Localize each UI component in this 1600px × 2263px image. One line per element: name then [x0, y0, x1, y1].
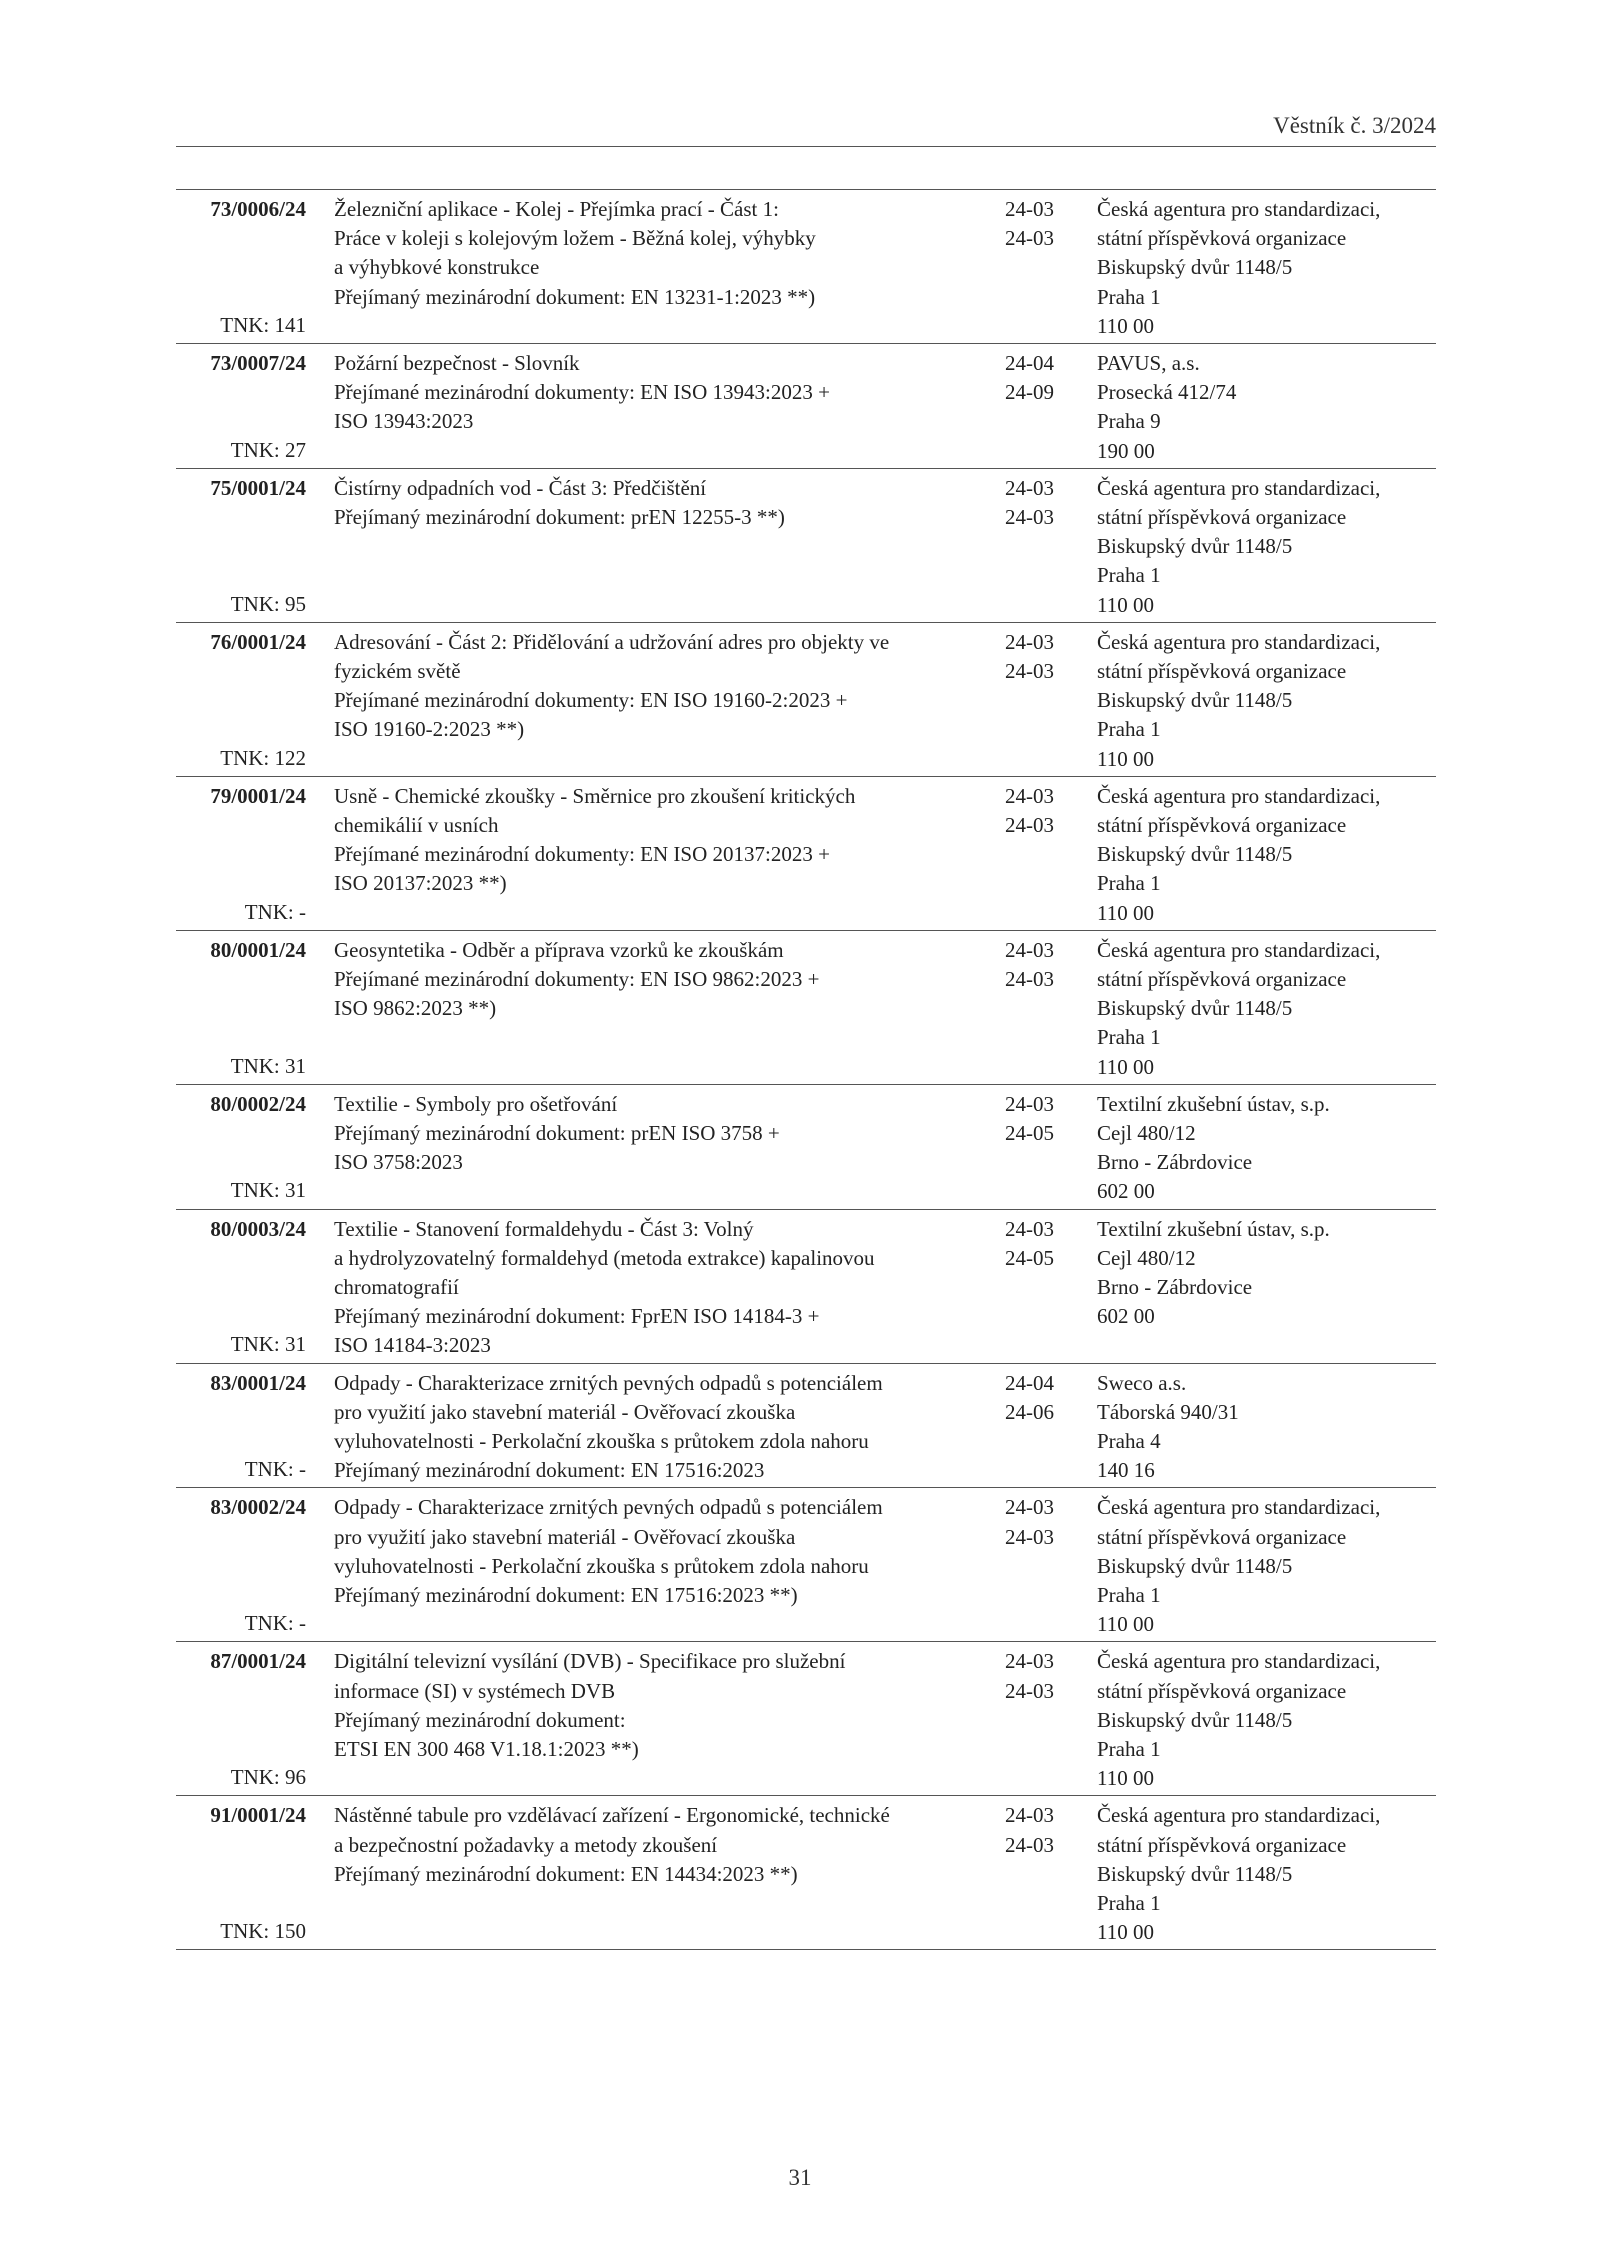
standard-code: 75/0001/24 — [210, 475, 306, 500]
title-line: Přejímané mezinárodní dokumenty: EN ISO 13943:2023 + — [334, 380, 830, 405]
date-value: 24-03 — [1005, 1216, 1054, 1241]
address-line: Česká agentura pro standardizaci, — [1097, 475, 1381, 500]
address-line: státní příspěvková organizace — [1097, 1832, 1347, 1857]
dates — [1005, 628, 1075, 686]
organization-address — [1097, 628, 1437, 774]
tnk-number: TNK: 31 — [230, 1332, 306, 1357]
address-line: Biskupský dvůr 1148/5 — [1097, 1861, 1293, 1886]
dates — [1005, 195, 1075, 253]
organization-address — [1097, 1493, 1437, 1639]
row-identifier — [176, 1647, 306, 1792]
row-identifier — [176, 782, 306, 927]
address-line: Prosecká 412/74 — [1097, 380, 1237, 405]
title-line: pro využití jako stavební materiál - Ověřovací zkouška — [334, 1524, 796, 1549]
date-value: 24-03 — [1005, 1832, 1054, 1857]
title-line: Přejímaný mezinárodní dokument: EN 17516:2023 **) — [334, 1583, 798, 1607]
date-value: 24-03 — [1005, 1649, 1054, 1674]
date-value: 24-09 — [1005, 380, 1054, 405]
title-line: Odpady - Charakterizace zrnitých pevných odpadů s potenciálem — [334, 1495, 883, 1520]
address-line: státní příspěvková organizace — [1097, 1524, 1347, 1549]
standard-title — [334, 936, 994, 1024]
title-line: ISO 14184-3:2023 — [334, 1333, 491, 1358]
table-row — [176, 1488, 1436, 1642]
tnk-number: TNK: 95 — [230, 591, 306, 616]
title-line: vyluhovatelnosti - Perkolační zkouška s průtokem zdola nahoru — [334, 1553, 869, 1578]
title-line: Práce v koleji s kolejovým ložem - Běžná kolej, výhybky — [334, 226, 816, 251]
table-row — [176, 1085, 1436, 1210]
page-header — [176, 112, 1436, 147]
title-line: Přejímaný mezinárodní dokument: EN 13231-1:2023 **) — [334, 284, 816, 309]
date-value: 24-03 — [1005, 505, 1054, 529]
address-line: Praha 1 — [1097, 1025, 1161, 1050]
date-value: 24-03 — [1005, 1678, 1054, 1703]
title-line: Železniční aplikace - Kolej - Přejímka prací - Část 1: — [334, 197, 779, 221]
address-line: Praha 1 — [1097, 1737, 1161, 1761]
address-line: 190 00 — [1097, 438, 1155, 463]
table-row — [176, 469, 1436, 623]
standard-title — [334, 628, 994, 745]
address-line: Biskupský dvůr 1148/5 — [1097, 1707, 1293, 1732]
standard-code: 73/0006/24 — [210, 197, 306, 221]
address-line: státní příspěvková organizace — [1097, 813, 1347, 837]
title-line: chemikálií v usních — [334, 813, 499, 837]
address-line: Česká agentura pro standardizaci, — [1097, 1649, 1381, 1674]
standard-code: 87/0001/24 — [210, 1649, 306, 1674]
address-line: Česká agentura pro standardizaci, — [1097, 783, 1381, 808]
row-identifier — [176, 936, 306, 1081]
row-identifier — [176, 1215, 306, 1360]
dates — [1005, 782, 1075, 840]
date-value: 24-03 — [1005, 813, 1054, 837]
standard-title — [334, 1369, 994, 1486]
tnk-number: TNK: 150 — [220, 1919, 306, 1944]
title-line: Přejímaný mezinárodní dokument: prEN 12255-3 **) — [334, 505, 785, 529]
title-line: Přejímané mezinárodní dokumenty: EN ISO 20137:2023 + — [334, 842, 830, 867]
organization-address — [1097, 1090, 1437, 1207]
row-identifier — [176, 474, 306, 619]
address-line: 110 00 — [1097, 1612, 1154, 1637]
tnk-number: TNK: 122 — [220, 745, 306, 770]
address-line: Cejl 480/12 — [1097, 1121, 1196, 1145]
title-line: Přejímaný mezinárodní dokument: FprEN ISO 14184-3 + — [334, 1304, 820, 1329]
tnk-number: TNK: 96 — [230, 1765, 306, 1790]
standard-code: 73/0007/24 — [210, 351, 306, 375]
row-identifier — [176, 349, 306, 465]
title-line: ISO 19160-2:2023 **) — [334, 717, 525, 742]
organization-address — [1097, 782, 1437, 928]
tnk-number: TNK: 27 — [230, 437, 306, 462]
standard-code: 83/0002/24 — [210, 1495, 306, 1520]
standard-title — [334, 1090, 994, 1178]
address-line: Biskupský dvůr 1148/5 — [1097, 688, 1293, 713]
address-line: 140 16 — [1097, 1458, 1155, 1483]
date-value: 24-03 — [1005, 629, 1054, 654]
date-value: 24-03 — [1005, 783, 1054, 808]
address-line: PAVUS, a.s. — [1097, 351, 1200, 375]
address-line: Česká agentura pro standardizaci, — [1097, 629, 1381, 654]
organization-address — [1097, 474, 1437, 620]
address-line: 602 00 — [1097, 1179, 1155, 1204]
standards-table — [176, 189, 1436, 1950]
dates — [1005, 474, 1075, 532]
title-line: Přejímaný mezinárodní dokument: EN 14434:2023 **) — [334, 1861, 798, 1886]
address-line: Biskupský dvůr 1148/5 — [1097, 1553, 1293, 1578]
date-value: 24-03 — [1005, 226, 1054, 251]
title-line: Textilie - Stanovení formaldehydu - Část 3: Volný — [334, 1216, 754, 1241]
tnk-number: TNK: 141 — [220, 312, 306, 337]
address-line: Brno - Zábrdovice — [1097, 1275, 1253, 1299]
title-line: Požární bezpečnost - Slovník — [334, 351, 580, 375]
title-line: Přejímaný mezinárodní dokument: — [334, 1707, 626, 1732]
row-identifier — [176, 1369, 306, 1485]
address-line: Biskupský dvůr 1148/5 — [1097, 842, 1293, 867]
title-line: ISO 20137:2023 **) — [334, 871, 507, 896]
title-line: a bezpečnostní požadavky a metody zkoušení — [334, 1832, 718, 1857]
organization-address — [1097, 1369, 1437, 1486]
title-line: ISO 3758:2023 — [334, 1150, 463, 1175]
tnk-number: TNK: - — [244, 899, 306, 924]
dates — [1005, 1647, 1075, 1705]
address-line: Textilní zkušební ústav, s.p. — [1097, 1091, 1330, 1116]
dates — [1005, 1801, 1075, 1859]
title-line: Přejímané mezinárodní dokumenty: EN ISO 19160-2:2023 + — [334, 688, 848, 713]
standard-code: 80/0002/24 — [210, 1091, 306, 1116]
standard-title — [334, 1215, 994, 1361]
address-line: 110 00 — [1097, 1920, 1154, 1945]
tnk-number: TNK: - — [244, 1457, 306, 1482]
date-value: 24-03 — [1005, 1091, 1054, 1116]
standard-title — [334, 1801, 994, 1889]
table-row — [176, 1796, 1436, 1950]
address-line: Česká agentura pro standardizaci, — [1097, 937, 1381, 962]
title-line: vyluhovatelnosti - Perkolační zkouška s průtokem zdola nahoru — [334, 1429, 869, 1453]
address-line: 110 00 — [1097, 746, 1154, 771]
page-number: 31 — [788, 2165, 812, 2190]
title-line: Geosyntetika - Odběr a příprava vzorků ke zkouškám — [334, 937, 784, 962]
table-row — [176, 1364, 1436, 1489]
table-row — [176, 623, 1436, 777]
title-line: Adresování - Část 2: Přidělování a udržování adres pro objekty ve — [334, 629, 890, 654]
date-value: 24-03 — [1005, 659, 1054, 683]
address-line: Textilní zkušební ústav, s.p. — [1097, 1216, 1330, 1241]
address-line: Biskupský dvůr 1148/5 — [1097, 255, 1293, 280]
address-line: 110 00 — [1097, 313, 1154, 338]
table-row — [176, 777, 1436, 931]
standard-code: 80/0003/24 — [210, 1216, 306, 1241]
title-line: chromatografií — [334, 1275, 459, 1299]
title-line: fyzickém světě — [334, 659, 461, 683]
date-value: 24-04 — [1005, 1370, 1054, 1395]
address-line: Praha 1 — [1097, 1583, 1161, 1607]
row-identifier — [176, 628, 306, 773]
date-value: 24-03 — [1005, 1495, 1054, 1520]
date-value: 24-06 — [1005, 1399, 1054, 1424]
title-line: pro využití jako stavební materiál - Ověřovací zkouška — [334, 1399, 796, 1424]
row-identifier — [176, 1801, 306, 1946]
dates — [1005, 1369, 1075, 1427]
dates — [1005, 1090, 1075, 1148]
address-line: státní příspěvková organizace — [1097, 659, 1347, 683]
tnk-number: TNK: 31 — [230, 1178, 306, 1203]
table-row — [176, 1642, 1436, 1796]
address-line: Biskupský dvůr 1148/5 — [1097, 534, 1293, 559]
organization-address — [1097, 1215, 1437, 1332]
row-identifier — [176, 1090, 306, 1206]
address-line: 110 00 — [1097, 1766, 1154, 1791]
standard-code: 80/0001/24 — [210, 937, 306, 962]
date-value: 24-03 — [1005, 1524, 1054, 1549]
dates — [1005, 1215, 1075, 1273]
address-line: Česká agentura pro standardizaci, — [1097, 1803, 1381, 1828]
standard-title — [334, 782, 994, 899]
dates — [1005, 349, 1075, 407]
title-line: Odpady - Charakterizace zrnitých pevných odpadů s potenciálem — [334, 1370, 883, 1395]
date-value: 24-03 — [1005, 967, 1054, 991]
standard-code: 76/0001/24 — [210, 629, 306, 654]
standard-title — [334, 474, 994, 532]
title-line: ETSI EN 300 468 V1.18.1:2023 **) — [334, 1737, 639, 1761]
tnk-number: TNK: 31 — [230, 1053, 306, 1078]
standard-code: 83/0001/24 — [210, 1370, 306, 1395]
address-line: 110 00 — [1097, 900, 1154, 925]
standard-title — [334, 349, 994, 437]
address-line: Sweco a.s. — [1097, 1370, 1187, 1395]
date-value: 24-03 — [1005, 937, 1054, 962]
address-line: Česká agentura pro standardizaci, — [1097, 197, 1381, 221]
date-value: 24-03 — [1005, 197, 1054, 221]
address-line: Praha 1 — [1097, 1891, 1161, 1915]
organization-address — [1097, 1801, 1437, 1947]
address-line: Praha 1 — [1097, 563, 1161, 588]
title-line: Čistírny odpadních vod - Část 3: Předčištění — [334, 475, 707, 500]
address-line: Biskupský dvůr 1148/5 — [1097, 996, 1293, 1021]
date-value: 24-03 — [1005, 1803, 1054, 1828]
address-line: Praha 1 — [1097, 717, 1161, 742]
organization-address — [1097, 936, 1437, 1082]
address-line: Praha 1 — [1097, 284, 1161, 309]
standard-code: 79/0001/24 — [210, 783, 306, 808]
standard-title — [334, 1493, 994, 1610]
address-line: 110 00 — [1097, 592, 1154, 617]
title-line: Přejímaný mezinárodní dokument: EN 17516:2023 — [334, 1458, 765, 1483]
standard-code: 91/0001/24 — [210, 1803, 306, 1828]
title-line: Přejímaný mezinárodní dokument: prEN ISO 3758 + — [334, 1121, 780, 1145]
title-line: Přejímané mezinárodní dokumenty: EN ISO 9862:2023 + — [334, 967, 820, 991]
journal-title: Věstník č. 3/2024 — [1273, 113, 1436, 138]
address-line: státní příspěvková organizace — [1097, 226, 1347, 251]
date-value: 24-04 — [1005, 351, 1054, 375]
date-value: 24-03 — [1005, 475, 1054, 500]
address-line: státní příspěvková organizace — [1097, 1678, 1347, 1703]
address-line: Brno - Zábrdovice — [1097, 1150, 1253, 1175]
standard-title — [334, 1647, 994, 1764]
dates — [1005, 1493, 1075, 1551]
address-line: Cejl 480/12 — [1097, 1245, 1196, 1270]
row-identifier — [176, 195, 306, 340]
title-line: a výhybkové konstrukce — [334, 255, 540, 280]
title-line: Digitální televizní vysílání (DVB) - Specifikace pro služební — [334, 1649, 846, 1674]
title-line: a hydrolyzovatelný formaldehyd (metoda extrakce) kapalinovou — [334, 1245, 875, 1270]
title-line: Usně - Chemické zkoušky - Směrnice pro zkoušení kritických — [334, 783, 856, 808]
title-line: Textilie - Symboly pro ošetřování — [334, 1091, 618, 1116]
address-line: Praha 9 — [1097, 409, 1161, 434]
table-row — [176, 344, 1436, 469]
date-value: 24-05 — [1005, 1245, 1054, 1270]
organization-address — [1097, 195, 1437, 341]
address-line: státní příspěvková organizace — [1097, 505, 1347, 529]
address-line: Praha 4 — [1097, 1429, 1161, 1453]
date-value: 24-05 — [1005, 1121, 1054, 1145]
organization-address — [1097, 349, 1437, 466]
tnk-number: TNK: - — [244, 1611, 306, 1636]
table-row — [176, 1210, 1436, 1364]
address-line: státní příspěvková organizace — [1097, 967, 1347, 991]
address-line: Česká agentura pro standardizaci, — [1097, 1495, 1381, 1520]
title-line: ISO 13943:2023 — [334, 409, 474, 434]
standard-title — [334, 195, 994, 312]
title-line: Nástěnné tabule pro vzdělávací zařízení - Ergonomické, technické — [334, 1803, 890, 1828]
row-identifier — [176, 1493, 306, 1638]
title-line: ISO 9862:2023 **) — [334, 996, 497, 1021]
organization-address — [1097, 1647, 1437, 1793]
address-line: Praha 1 — [1097, 871, 1161, 896]
address-line: 602 00 — [1097, 1304, 1155, 1329]
title-line: informace (SI) v systémech DVB — [334, 1678, 616, 1703]
address-line: Táborská 940/31 — [1097, 1399, 1239, 1424]
table-row — [176, 190, 1436, 344]
table-row — [176, 931, 1436, 1085]
dates — [1005, 936, 1075, 994]
address-line: 110 00 — [1097, 1054, 1154, 1079]
